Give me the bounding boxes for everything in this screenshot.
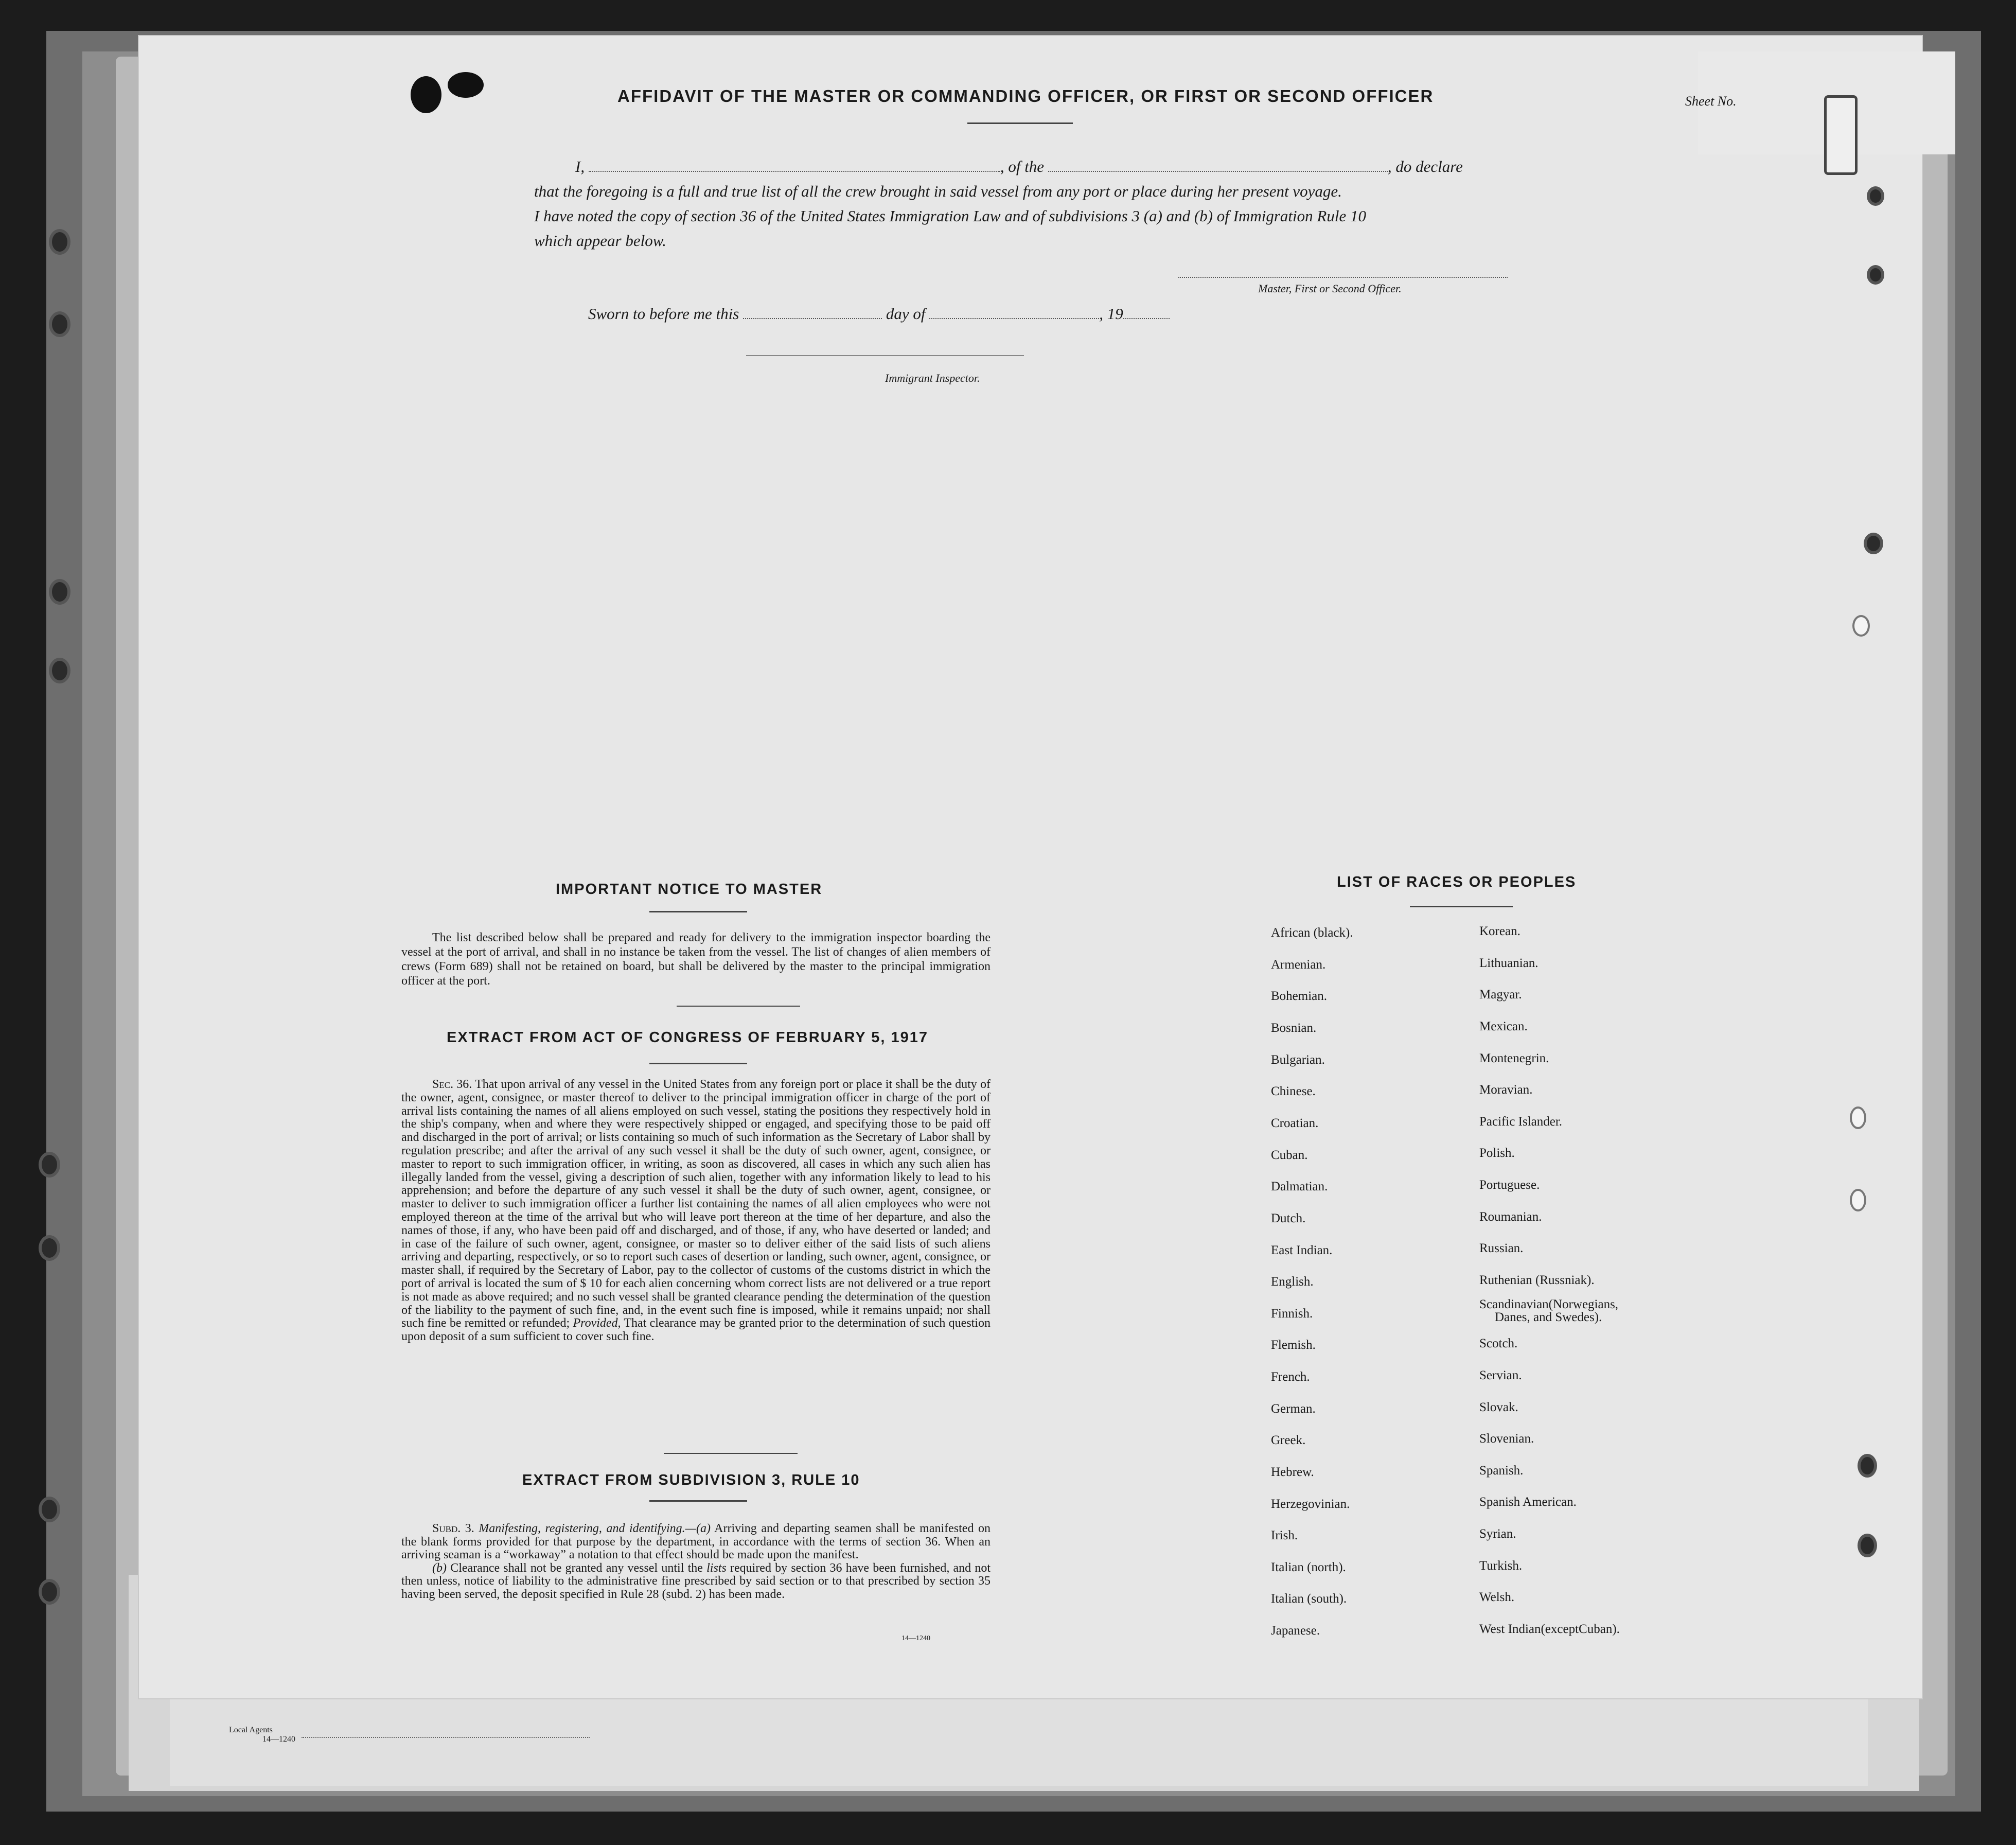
act-sec-label: Sec. 36. <box>432 1078 472 1091</box>
race-item: Chinese. <box>1271 1084 1316 1098</box>
section-rule <box>649 1063 747 1064</box>
binder-hole <box>49 311 70 337</box>
local-agents-label <box>229 1726 295 1744</box>
race-item: Spanish. <box>1479 1464 1524 1478</box>
race-item: Bulgarian. <box>1271 1053 1325 1067</box>
race-item: Korean. <box>1479 924 1520 938</box>
race-item: Greek. <box>1271 1433 1306 1447</box>
declare-label: , do declare <box>1387 157 1463 175</box>
race-item: Flemish. <box>1271 1338 1316 1352</box>
notice-heading: IMPORTANT NOTICE TO MASTER <box>556 881 823 898</box>
race-item: Japanese. <box>1271 1624 1320 1638</box>
declarant-label: I, <box>575 157 585 175</box>
binder-hole <box>49 229 70 255</box>
race-item: Cuban. <box>1271 1148 1308 1162</box>
race-item: Pacific Islander. <box>1479 1115 1563 1129</box>
race-item: Dalmatian. <box>1271 1180 1328 1193</box>
race-item: English. <box>1271 1275 1314 1289</box>
binder-hole <box>39 1497 60 1522</box>
race-item: Irish. <box>1271 1528 1298 1542</box>
master-signature-caption: Master, First or Second Officer. <box>1258 282 1402 295</box>
local-agents-number: 14—1240 <box>262 1735 295 1744</box>
race-item: Roumanian. <box>1479 1210 1542 1224</box>
of-the-label: , of the <box>1000 157 1045 175</box>
binder-hole <box>39 1235 60 1261</box>
binder-hole <box>1850 1106 1866 1129</box>
binder-hole <box>1867 265 1884 285</box>
manifest-page <box>139 36 1922 1698</box>
rule-subd-title: Manifesting, registering, and identifying.—(a) <box>479 1522 711 1535</box>
act-heading: EXTRACT FROM ACT OF CONGRESS OF FEBRUARY 5, 1917 <box>447 1029 929 1046</box>
rule-subd-label: Subd. 3. <box>432 1522 474 1535</box>
rule-para-a-text: Arriving and departing seamen shall be manifested on the blank forms provided for that purpose by the department, in accordance with the terms of section 36. When an arriving seaman is a “workaway” a notation to that effect should be made upon the manifest. <box>401 1522 991 1561</box>
declaration-line-3: I have noted the copy of section 36 of the United States Immigration Law and of subdivisions 3 (a) and (b) of Immigration Rule 10 <box>534 207 1366 225</box>
binder-hole <box>49 658 70 683</box>
form-number: 14—1240 <box>901 1635 930 1642</box>
year-label: , 19 <box>1099 305 1123 323</box>
rule-para-b-label: (b) <box>432 1561 447 1575</box>
declarant-name-field[interactable] <box>589 155 1000 172</box>
local-agents-text: Local Agents <box>229 1726 273 1734</box>
race-item: Magyar. <box>1479 988 1522 1001</box>
sworn-month-field[interactable] <box>929 303 1099 319</box>
race-item: Turkish. <box>1479 1559 1523 1573</box>
race-item: Hebrew. <box>1271 1465 1314 1479</box>
vessel-name-field[interactable] <box>1048 155 1388 172</box>
race-item: Scandinavian(Norwegians, <box>1479 1297 1619 1311</box>
race-item: Ruthenian (Russniak). <box>1479 1273 1595 1287</box>
race-item: Lithuanian. <box>1479 956 1538 970</box>
sworn-year-field[interactable] <box>1123 303 1170 319</box>
race-item: Slovenian. <box>1479 1432 1534 1446</box>
race-item: Herzegovinian. <box>1271 1497 1350 1511</box>
race-item: Montenegrin. <box>1479 1051 1549 1065</box>
race-item: French. <box>1271 1370 1310 1384</box>
race-item: Moravian. <box>1479 1083 1533 1097</box>
race-item: Portuguese. <box>1479 1178 1540 1192</box>
race-item: Danes, and Swedes). <box>1495 1310 1602 1324</box>
binder-hole <box>39 1152 60 1178</box>
binder-hole <box>39 1579 60 1605</box>
race-item: East Indian. <box>1271 1243 1333 1257</box>
act-provided-label: Provided, <box>573 1316 621 1330</box>
sheet-no-label: Sheet No. <box>1685 94 1737 109</box>
section-rule <box>1410 906 1513 907</box>
sworn-statement <box>588 303 1170 323</box>
rule-heading: EXTRACT FROM SUBDIVISION 3, RULE 10 <box>522 1472 860 1488</box>
race-item: Polish. <box>1479 1146 1515 1160</box>
race-item: Bohemian. <box>1271 989 1328 1003</box>
race-item: Italian (south). <box>1271 1592 1347 1606</box>
rule-text <box>401 1522 991 1601</box>
declaration-line-4: which appear below. <box>534 232 666 250</box>
act-body: That upon arrival of any vessel in the United States from any foreign port or place it shall be the duty of the owner, agent, consignee, or master thereof to deliver to the principal immigration officer in charge of the port of arrival lists containing the names of all aliens employed on such vessel, stating the positions they respectively hold in the ship's company, when and where they were respectively shipped or engaged, and specifying those to be paid off and discharged in the port of arrival; or lists containing so much of such information as the Secretary of Labor shall by regulation prescribe; and after the arrival of any such vessel it shall be the duty of such owner, agent, consignee, or master to report to such immigration officer, in writing, as soon as discovered, all cases in which any such alien has illegally landed from the vessel, giving a description of such alien, together with any information likely to lead to his apprehension; and before the departure of any such vessel it shall be the duty of such owner, agent, consignee, or master to deliver to such immigration officer a further list containing the names of all alien employees who were not employed thereon at the time of the arrival but who will leave port thereon at the time of her departure, and also the names of those, if any, who have been paid off and discharged, and of those, if any, who have deserted or landed; and in case of the failure of such owner, agent, consignee, or master so to deliver either of the said lists of such aliens arriving and departing, respectively, or so to report such cases of desertion or landing, such owner, agent, consignee, or master shall, if required by the Secretary of Labor, pay to the collector of customs of the customs district in which the port of arrival is located the sum of $ 10 for each alien concerning whom correct lists are not delivered or a true report is not made as above required; and no such vessel shall be granted clearance pending the determination of the question of the liability to the payment of such fine, and, in the event such fine is imposed, while it remains unpaid; nor shall such fine be remitted or refunded; <box>401 1078 991 1330</box>
day-of-label: day of <box>886 305 926 323</box>
race-item: West Indian(exceptCuban). <box>1479 1622 1620 1636</box>
act-body-end: That clearance may be granted prior to the determination of such question upon deposit of a sum sufficient to cover such fine. <box>401 1316 991 1344</box>
declaration-line-1 <box>534 154 1512 179</box>
race-item: Italian (north). <box>1271 1560 1346 1574</box>
rule-para-b-text-2: required by section 36 have been furnished, and not then unless, notice of liability to the administrative fine prescribed by said section or to that prescribed by section 35 having been served, the deposit specified in Rule 28 (subd. 2) has been made. <box>401 1561 991 1601</box>
section-rule <box>677 1006 800 1007</box>
rule-para-b <box>401 1562 991 1602</box>
binder-hole <box>1852 615 1870 637</box>
race-item: Slovak. <box>1479 1400 1518 1414</box>
race-item: Spanish American. <box>1479 1495 1577 1509</box>
race-item: German. <box>1271 1402 1316 1416</box>
sworn-day-field[interactable] <box>743 303 882 319</box>
rule-para-a <box>401 1522 991 1562</box>
race-item: Croatian. <box>1271 1116 1319 1130</box>
binder-hole <box>1858 1454 1877 1478</box>
rule-para-b-lists: lists <box>706 1561 727 1575</box>
race-item: Armenian. <box>1271 958 1326 972</box>
notice-text: The list described below shall be prepared and ready for delivery to the immigration inspector boarding the vessel at the port of arrival, and shall in no instance be taken from the vessel. The list of changes of alien members of crews (Form 689) shall not be retained on board, but shall be delivered by the master to the principal immigration officer at the port. <box>401 931 991 988</box>
sheet-no-field[interactable] <box>1824 95 1858 175</box>
race-item: Bosnian. <box>1271 1021 1317 1035</box>
ink-stain <box>411 76 441 113</box>
race-item: Welsh. <box>1479 1590 1515 1604</box>
race-item: African (black). <box>1271 926 1353 940</box>
race-item: Mexican. <box>1479 1020 1528 1033</box>
section-rule <box>649 911 747 912</box>
inspector-signature-field[interactable] <box>746 355 1024 356</box>
race-item: Dutch. <box>1271 1211 1306 1225</box>
binder-hole <box>1867 186 1884 206</box>
binder-hole <box>1864 533 1883 554</box>
section-rule <box>649 1500 747 1502</box>
binder-hole <box>1850 1189 1866 1211</box>
declaration-text <box>534 154 1512 253</box>
binder-hole <box>1858 1534 1877 1557</box>
race-item: Finnish. <box>1271 1307 1313 1321</box>
binder-hole <box>49 579 70 605</box>
race-item: Russian. <box>1479 1241 1524 1255</box>
sworn-prefix: Sworn to before me this <box>588 305 739 323</box>
inspector-caption: Immigrant Inspector. <box>885 372 980 384</box>
race-item: Scotch. <box>1479 1337 1518 1350</box>
race-item: Syrian. <box>1479 1527 1516 1541</box>
ink-stain <box>448 72 484 98</box>
declaration-line-2: that the foregoing is a full and true list of all the crew brought in said vessel from any port or place during her present voyage. <box>534 182 1342 200</box>
rule-para-b-text-1: Clearance shall not be granted any vessel until the <box>450 1561 703 1575</box>
section-rule <box>664 1453 798 1454</box>
races-heading: LIST OF RACES OR PEOPLES <box>1337 874 1577 890</box>
race-item: Servian. <box>1479 1368 1522 1382</box>
master-signature-field[interactable] <box>1178 277 1508 278</box>
title-rule <box>967 122 1073 124</box>
act-text <box>401 1078 991 1344</box>
local-agents-field[interactable] <box>302 1737 590 1738</box>
under-sheet-strip <box>170 1693 1868 1786</box>
affidavit-title: AFFIDAVIT OF THE MASTER OR COMMANDING OFFICER, OR FIRST OR SECOND OFFICER <box>617 86 1434 106</box>
